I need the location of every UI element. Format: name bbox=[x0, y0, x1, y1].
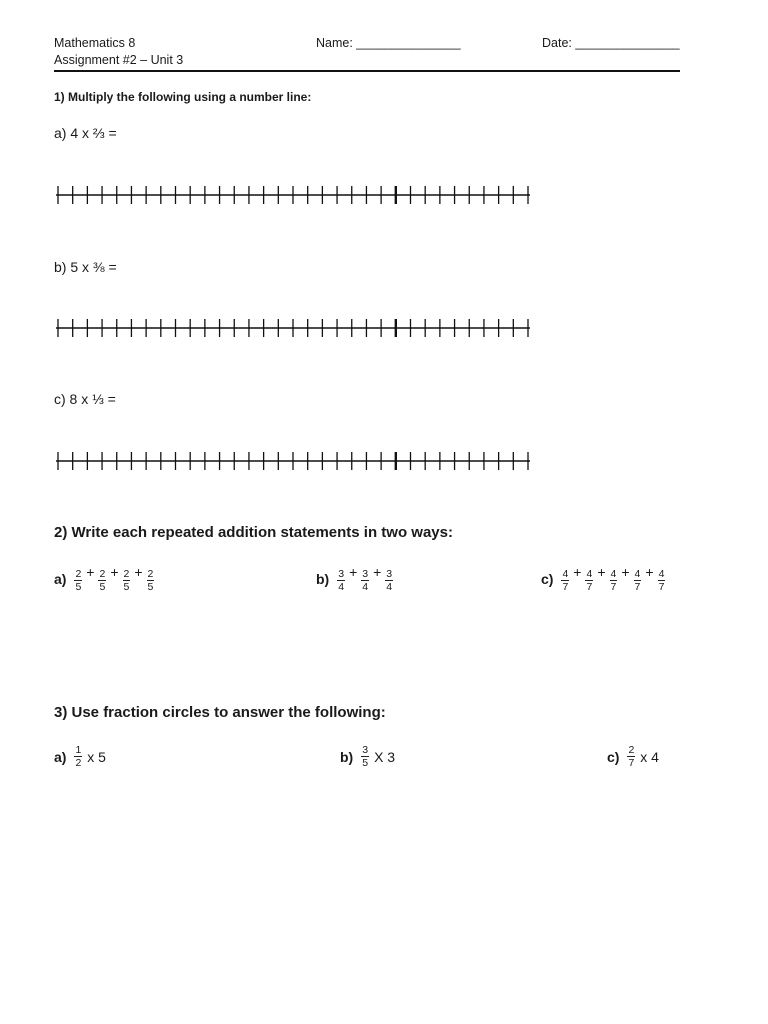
denominator: 5 bbox=[99, 581, 106, 593]
numerator: 2 bbox=[628, 744, 635, 756]
plus-sign: + bbox=[110, 564, 119, 580]
denominator: 5 bbox=[362, 757, 369, 769]
denominator: 7 bbox=[586, 581, 593, 593]
numerator: 4 bbox=[658, 568, 665, 580]
question-2c-expression bbox=[541, 564, 667, 593]
fraction bbox=[627, 744, 635, 769]
numerator: 4 bbox=[634, 568, 641, 580]
fraction bbox=[634, 568, 642, 593]
numerator: 1 bbox=[75, 744, 82, 756]
plus-sign: + bbox=[597, 564, 606, 580]
question-2c-label: c) bbox=[541, 570, 554, 587]
question-1b-label: b) 5 x ⅜ = bbox=[54, 259, 117, 275]
fraction bbox=[98, 568, 106, 593]
question-3c-expression bbox=[607, 744, 659, 769]
numerator: 4 bbox=[586, 568, 593, 580]
plus-sign: + bbox=[645, 564, 654, 580]
plus-sign: + bbox=[573, 564, 582, 580]
plus-sign: + bbox=[621, 564, 630, 580]
numerator: 2 bbox=[123, 568, 130, 580]
fraction bbox=[74, 568, 82, 593]
multiplier: X 3 bbox=[374, 748, 396, 765]
question-2b-expression bbox=[316, 564, 395, 593]
denominator: 7 bbox=[658, 581, 665, 593]
question-3b-label: b) bbox=[340, 748, 354, 765]
plus-sign: + bbox=[373, 564, 382, 580]
question-3b-expression bbox=[340, 744, 395, 769]
multiplier: x 4 bbox=[640, 748, 659, 765]
fraction bbox=[147, 568, 155, 593]
numerator: 2 bbox=[99, 568, 106, 580]
question-2b-label: b) bbox=[316, 570, 330, 587]
question-3a-expression bbox=[54, 744, 106, 769]
multiplier: x 5 bbox=[87, 748, 106, 765]
fraction bbox=[74, 744, 82, 769]
fraction bbox=[658, 568, 666, 593]
fraction bbox=[361, 568, 369, 593]
denominator: 5 bbox=[123, 581, 130, 593]
denominator: 7 bbox=[628, 757, 635, 769]
question-2-heading: 2) Write each repeated addition statements in two ways: bbox=[54, 524, 453, 541]
question-3-heading: 3) Use fraction circles to answer the following: bbox=[54, 704, 386, 721]
numerator: 4 bbox=[562, 568, 569, 580]
fraction bbox=[123, 568, 131, 593]
denominator: 4 bbox=[338, 581, 345, 593]
question-3a-label: a) bbox=[54, 748, 67, 765]
fraction bbox=[610, 568, 618, 593]
fraction bbox=[337, 568, 345, 593]
numerator: 3 bbox=[362, 744, 369, 756]
name-field[interactable]: Name: _______________ bbox=[316, 36, 461, 50]
fraction bbox=[385, 568, 393, 593]
plus-sign: + bbox=[134, 564, 143, 580]
numerator: 3 bbox=[362, 568, 369, 580]
number-line-b[interactable] bbox=[56, 316, 530, 340]
denominator: 7 bbox=[634, 581, 641, 593]
denominator: 4 bbox=[362, 581, 369, 593]
plus-sign: + bbox=[86, 564, 95, 580]
denominator: 5 bbox=[75, 581, 82, 593]
question-2a-label: a) bbox=[54, 570, 67, 587]
plus-sign: + bbox=[349, 564, 358, 580]
denominator: 4 bbox=[386, 581, 393, 593]
denominator: 5 bbox=[147, 581, 154, 593]
assignment-title: Assignment #2 – Unit 3 bbox=[54, 53, 184, 67]
numerator: 3 bbox=[386, 568, 393, 580]
question-1-heading: 1) Multiply the following using a number line: bbox=[54, 90, 312, 104]
question-1c-label: c) 8 x ⅓ = bbox=[54, 391, 116, 407]
question-2a-expression bbox=[54, 564, 156, 593]
denominator: 2 bbox=[75, 757, 82, 769]
numerator: 4 bbox=[610, 568, 617, 580]
fraction bbox=[585, 568, 593, 593]
question-1a-label: a) 4 x ⅔ = bbox=[54, 125, 117, 141]
date-field[interactable]: Date: _______________ bbox=[542, 36, 680, 50]
numerator: 3 bbox=[338, 568, 345, 580]
fraction bbox=[361, 744, 369, 769]
numerator: 2 bbox=[147, 568, 154, 580]
fraction bbox=[561, 568, 569, 593]
number-line-c[interactable] bbox=[56, 449, 530, 473]
denominator: 7 bbox=[610, 581, 617, 593]
question-3c-label: c) bbox=[607, 748, 620, 765]
number-line-a[interactable] bbox=[56, 183, 530, 207]
numerator: 2 bbox=[75, 568, 82, 580]
header-divider bbox=[54, 70, 680, 72]
denominator: 7 bbox=[562, 581, 569, 593]
course-title: Mathematics 8 bbox=[54, 36, 136, 50]
